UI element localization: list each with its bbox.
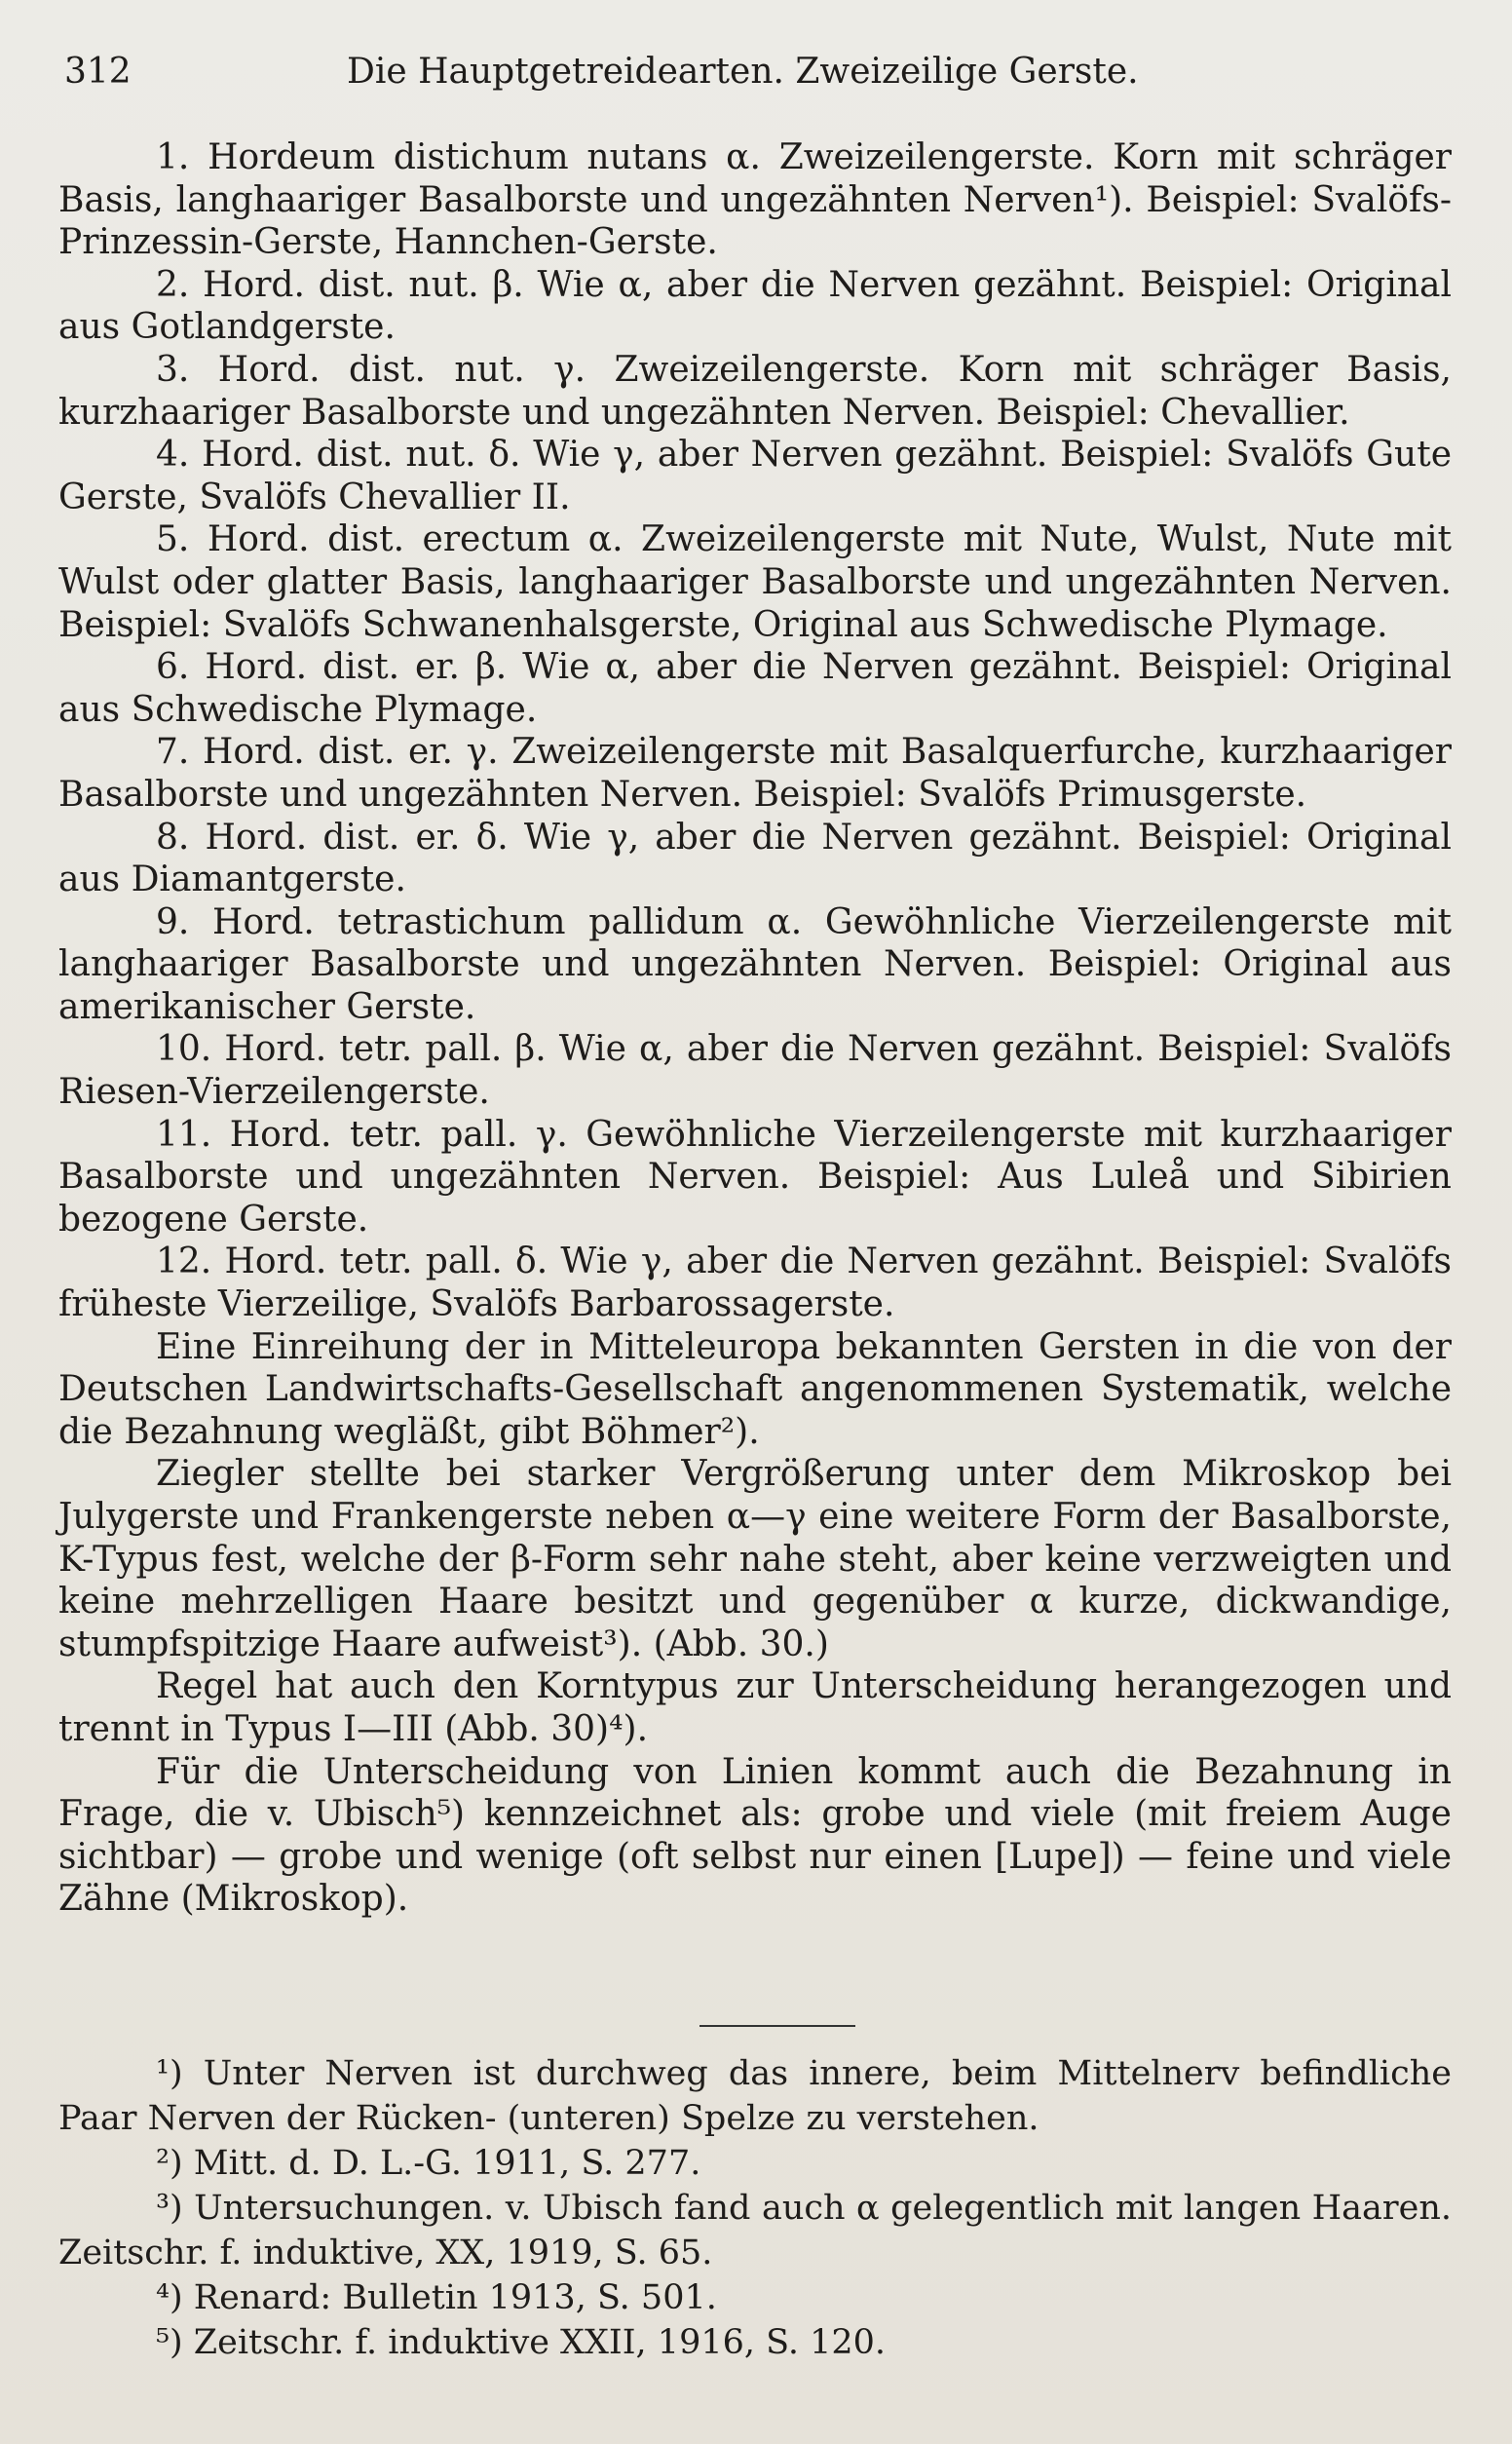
footnotes xyxy=(58,2051,1452,2365)
paragraph-ziegler: Ziegler stellte bei starker Vergrößerung unter dem Mikroskop bei Julygerste und Frankengerste neben α—γ eine weitere Form der Basalborste, K-Typus fest, welche der β-Form sehr nahe steht, aber keine verzweigten und keine mehrzelligen Haare besitzt und gegenüber α kurze, dickwandige, stumpfspitzige Haare aufweist³). (Abb. 30.) xyxy=(58,1454,1452,1664)
paragraph-systematik: Eine Einreihung der in Mitteleuropa bekannten Gersten in die von der Deutschen Landwirtschafts-Gesellschaft angenommenen Systematik, welche die Bezahnung wegläßt, gibt Böhmer²). xyxy=(58,1326,1452,1452)
main-text xyxy=(58,136,1452,1921)
paragraph-2: 2. Hord. dist. nut. β. Wie α, aber die Nerven gezähnt. Beispiel: Original aus Gotlandgerste. xyxy=(58,264,1452,348)
paragraph-9: 9. Hord. tetrastichum pallidum α. Gewöhnliche Vierzeilengerste mit langhaariger Basalborste und ungezähnten Nerven. Beispiel: Original aus amerikanischer Gerste. xyxy=(58,901,1452,1027)
paragraph-3: 3. Hord. dist. nut. γ. Zweizeilengerste. Korn mit schräger Basis, kurzhaariger Basalborste und ungezähnten Nerven. Beispiel: Chevallier. xyxy=(58,349,1452,433)
footnote-2: ²) Mitt. d. D. L.-G. 1911, S. 277. xyxy=(156,2144,701,2183)
footnote-5: ⁵) Zeitschr. f. induktive XXII, 1916, S. 120. xyxy=(156,2323,887,2362)
page-number: 312 xyxy=(64,52,132,92)
footnote-divider xyxy=(699,2025,855,2027)
running-title: Die Hauptgetreidearten. Zweizeilige Gerste. xyxy=(347,52,1139,92)
paragraph-11: 11. Hord. tetr. pall. γ. Gewöhnliche Vierzeilengerste mit kurzhaariger Basalborste und ungezähnten Nerven. Beispiel: Aus Luleå und Sibirien bezogene Gerste. xyxy=(58,1114,1452,1240)
paragraph-regel: Regel hat auch den Korntypus zur Unterscheidung herangezogen und trennt in Typus I—III (Abb. 30)⁴). xyxy=(58,1666,1452,1749)
paragraph-12: 12. Hord. tetr. pall. δ. Wie γ, aber die Nerven gezähnt. Beispiel: Svalöfs früheste Vierzeilige, Svalöfs Barbarossagerste. xyxy=(58,1241,1452,1325)
paragraph-1: 1. Hordeum distichum nutans α. Zweizeilengerste. Korn mit schräger Basis, langhaariger Basalborste und ungezähnten Nerven¹). Beispiel: Svalöfs-Prinzessin-Gerste, Hannchen-Gerste. xyxy=(58,137,1452,263)
paragraph-ubisch: Für die Unterscheidung von Linien kommt auch die Bezahnung in Frage, die v. Ubisch⁵) kennzeichnet als: grobe und viele (mit freiem Auge sichtbar) — grobe und wenige (oft selbst nur einen [Lupe]) — feine und viele Zähne (Mikroskop). xyxy=(58,1751,1452,1920)
footnote-4: ⁴) Renard: Bulletin 1913, S. 501. xyxy=(156,2278,717,2317)
paragraph-7: 7. Hord. dist. er. γ. Zweizeilengerste mit Basalquerfurche, kurzhaariger Basalborste und ungezähnten Nerven. Beispiel: Svalöfs Primusgerste. xyxy=(58,732,1452,815)
paragraph-4: 4. Hord. dist. nut. δ. Wie γ, aber Nerven gezähnt. Beispiel: Svalöfs Gute Gerste, Svalöfs Chevallier II. xyxy=(58,435,1452,517)
footnote-1: ¹) Unter Nerven ist durchweg das innere, beim Mittelnerv befindliche Paar Nerven der Rücken- (unteren) Spelze zu verstehen. xyxy=(58,2054,1452,2138)
paragraph-5: 5. Hord. dist. erectum α. Zweizeilengerste mit Nute, Wulst, Nute mit Wulst oder glatter Basis, langhaariger Basalborste und ungezähnten Nerven. Beispiel: Svalöfs Schwanenhalsgerste, Original aus Schwedische Plymage. xyxy=(58,519,1452,645)
footnote-3: ³) Untersuchungen. v. Ubisch fand auch α gelegentlich mit langen Haaren. Zeitschr. f. induktive, XX, 1919, S. 65. xyxy=(58,2189,1452,2272)
paragraph-8: 8. Hord. dist. er. δ. Wie γ, aber die Nerven gezähnt. Beispiel: Original aus Diamantgerste. xyxy=(58,817,1452,900)
paragraph-10: 10. Hord. tetr. pall. β. Wie α, aber die Nerven gezähnt. Beispiel: Svalöfs Riesen-Vierzeilengerste. xyxy=(58,1029,1452,1113)
paragraph-6: 6. Hord. dist. er. β. Wie α, aber die Nerven gezähnt. Beispiel: Original aus Schwedische Plymage. xyxy=(58,647,1452,730)
